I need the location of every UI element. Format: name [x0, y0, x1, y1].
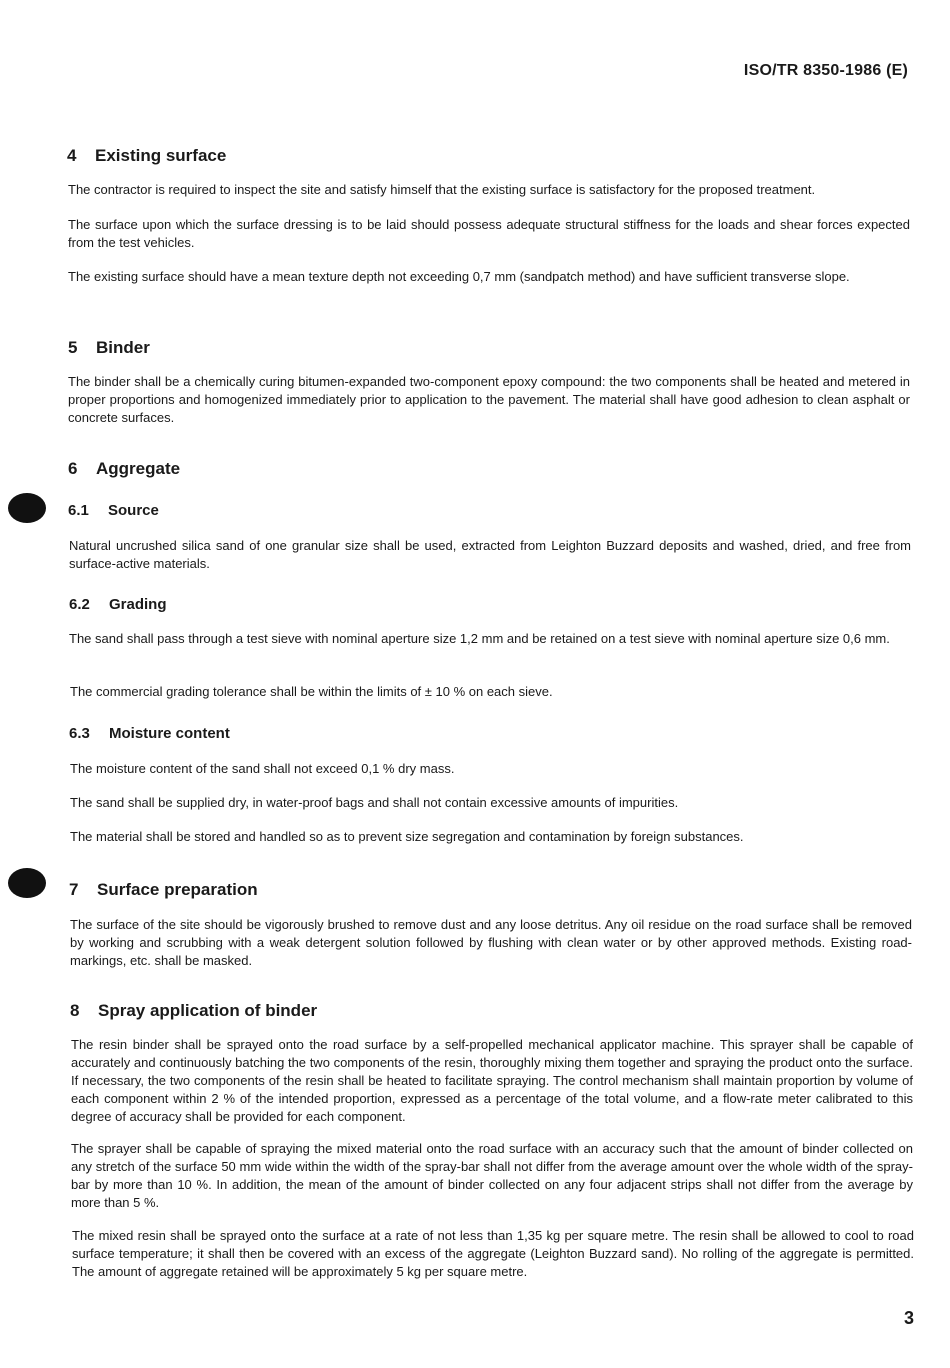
- paragraph: The binder shall be a chemically curing bitumen-expanded two-component epoxy compound: the two components shall be heated and metered in proper proportions and homogenized immediately prior to application to the pavement. The material shall have good adhesion to clean asphalt or concrete surfaces.: [68, 374, 910, 425]
- paragraph: The resin binder shall be sprayed onto the road surface by a self-propelled mechanical applicator machine. This sprayer shall be capable of accurately and continuously batching the two components of the resin, thoroughly mixing them together and spraying the product onto the surface. If necessary, the two components of the resin shall be heated to facilitate spraying. The control mechanism shall maintain proportion by volume of each component within 2 % of the intended proportion, expressed as a percentage of the total volume, and a flow-rate meter calibrated to this degree of accuracy shall be provided for each component.: [71, 1037, 913, 1124]
- paragraph: The material shall be stored and handled so as to prevent size segregation and contamination by foreign substances.: [70, 829, 744, 844]
- paragraph: Natural uncrushed silica sand of one granular size shall be used, extracted from Leighton Buzzard deposits and washed, dried, and free from surface-active materials.: [69, 538, 911, 571]
- paragraph: The commercial grading tolerance shall be within the limits of ± 10 % on each sieve.: [70, 684, 553, 699]
- paragraph: The mixed resin shall be sprayed onto the surface at a rate of not less than 1,35 kg per square metre. The resin shall be allowed to cool to road surface temperature; it shall then be covered with an excess of the aggregate (Leighton Buzzard sand). No rolling of the aggregate is permitted. The amount of aggregate retained will be approximately 5 kg per square metre.: [72, 1228, 914, 1279]
- section-number: 7: [69, 880, 79, 899]
- section-6-heading: [68, 459, 180, 479]
- subsection-title: Moisture content: [109, 725, 230, 742]
- section-8-heading: [70, 1001, 317, 1021]
- section-title: Existing surface: [95, 146, 227, 165]
- paragraph: The contractor is required to inspect the site and satisfy himself that the existing surface is satisfactory for the proposed treatment.: [68, 182, 816, 197]
- punch-hole-mark: [8, 493, 46, 523]
- subsection-6-2-heading: [69, 596, 167, 613]
- paragraph: The existing surface should have a mean texture depth not exceeding 0,7 mm (sandpatch method) and have sufficient transverse slope.: [68, 269, 850, 284]
- subsection-title: Grading: [109, 596, 167, 613]
- subsection-number: 6.3: [69, 725, 90, 742]
- subsection-title: Source: [108, 502, 159, 519]
- paragraph: The sand shall be supplied dry, in water-proof bags and shall not contain excessive amounts of impurities.: [70, 795, 679, 810]
- document-id-header: ISO/TR 8350-1986 (E): [743, 62, 908, 79]
- subsection-number: 6.2: [69, 596, 90, 613]
- punch-hole-mark: [8, 868, 46, 898]
- subsection-6-3-heading: [69, 725, 230, 742]
- section-7-heading: [69, 880, 258, 900]
- section-5-heading: [68, 338, 150, 358]
- section-title: Binder: [96, 338, 150, 357]
- section-title: Spray application of binder: [98, 1001, 318, 1020]
- section-number: 5: [68, 338, 78, 357]
- paragraph: The sand shall pass through a test sieve with nominal aperture size 1,2 mm and be retained on a test sieve with nominal aperture size 0,6 mm.: [69, 631, 890, 646]
- section-number: 6: [68, 459, 78, 478]
- subsection-number: 6.1: [68, 502, 89, 519]
- paragraph: The surface of the site should be vigorously brushed to remove dust and any loose detritus. Any oil residue on the road surface shall be removed by working and scrubbing with a weak detergent solution followed by flushing with clean water or by other approved methods. Existing road-markings, etc. shall be masked.: [70, 917, 912, 968]
- paragraph: The surface upon which the surface dressing is to be laid should possess adequate structural stiffness for the loads and shear forces expected from the test vehicles.: [68, 217, 910, 250]
- section-number: 8: [70, 1001, 80, 1020]
- section-4-heading: [67, 146, 226, 166]
- page-number: 3: [903, 1308, 914, 1328]
- paragraph: The moisture content of the sand shall not exceed 0,1 % dry mass.: [70, 761, 455, 776]
- subsection-6-1-heading: [68, 502, 159, 519]
- paragraph: The sprayer shall be capable of spraying the mixed material onto the road surface with an accuracy such that the amount of binder collected on any stretch of the surface 50 mm wide within the width of the spray-bar shall not differ from the average amount over the whole width of the spray-bar by more than 10 %. In addition, the mean of the amount of binder collected on any four adjacent strips shall not differ from the average by more than 5 %.: [71, 1141, 913, 1210]
- section-title: Surface preparation: [97, 880, 258, 899]
- section-number: 4: [67, 146, 77, 165]
- section-title: Aggregate: [96, 459, 181, 478]
